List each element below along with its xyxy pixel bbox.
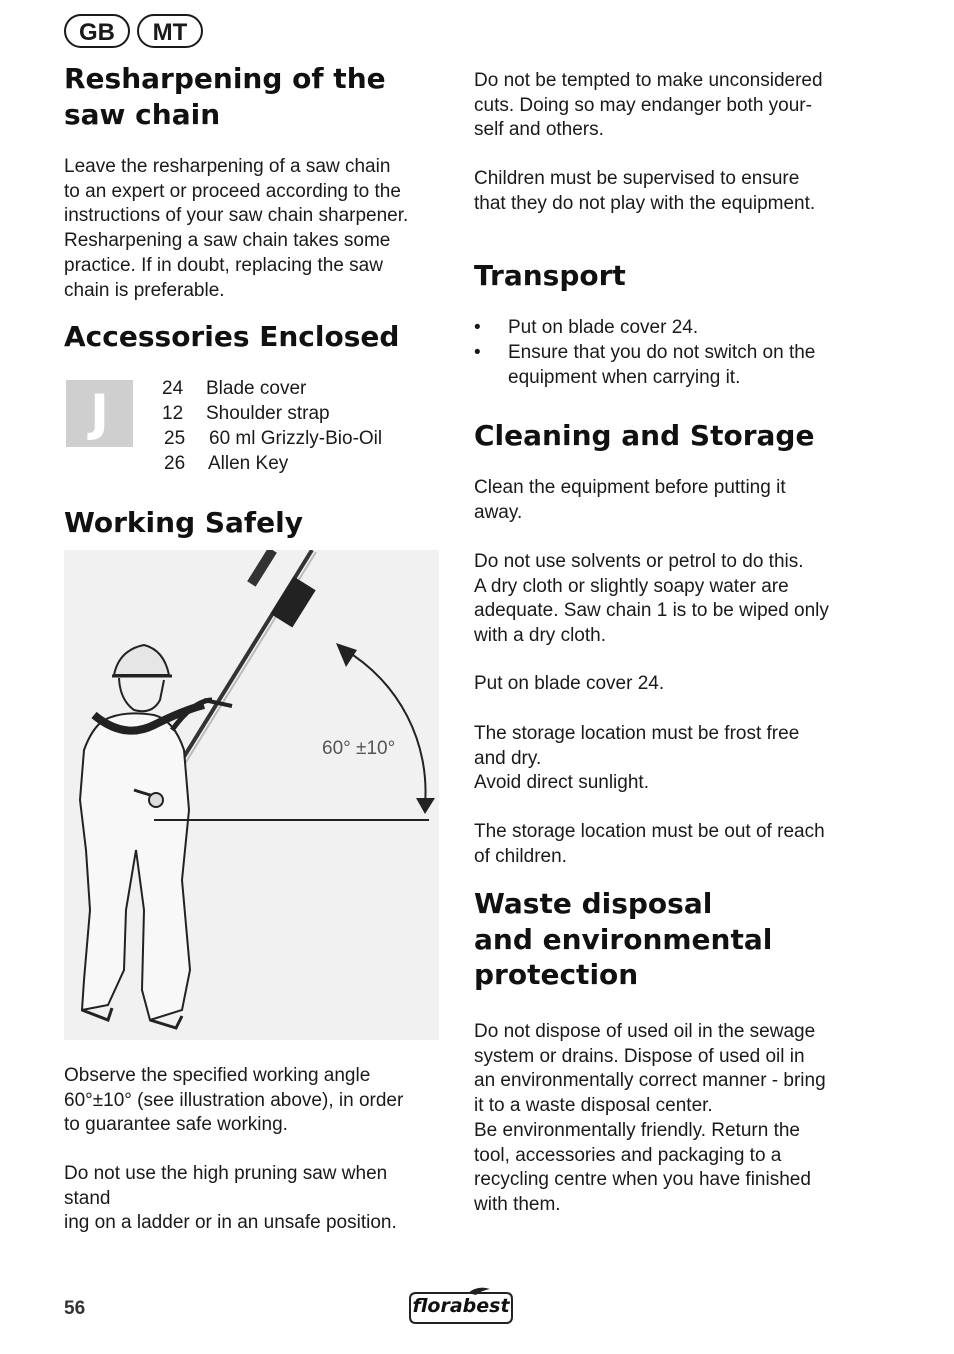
accessory-item — [162, 403, 330, 425]
accessory-item — [162, 378, 307, 400]
text-line: system or drains. Dispose of used oil in — [474, 1045, 805, 1067]
text-line: away. — [474, 501, 523, 523]
waste-title — [474, 886, 772, 993]
accessory-item — [164, 453, 289, 475]
text-line: A dry cloth or slightly soapy water are — [474, 575, 789, 597]
cleaning-paragraph-4 — [474, 722, 799, 796]
text-line: adequate. Saw chain 1 is to be wiped only — [474, 600, 829, 622]
text-line: that they do not play with the equipment. — [474, 192, 816, 214]
title-line: protection — [474, 958, 639, 991]
accessory-label: Shoulder strap — [206, 403, 330, 424]
text-line: tool, accessories and packaging to a — [474, 1144, 782, 1166]
text-line: an environmentally correct manner - bring — [474, 1070, 826, 1092]
figure-badge — [66, 380, 133, 447]
text-line: with them. — [474, 1193, 561, 1215]
accessory-label: 60 ml Grizzly-Bio-Oil — [209, 428, 383, 449]
text-line: of children. — [474, 845, 567, 867]
cleaning-paragraph-3 — [474, 672, 664, 697]
text-line: to guarantee safe working. — [64, 1114, 288, 1136]
cleaning-paragraph-1 — [474, 476, 786, 525]
text-line: self and others. — [474, 119, 604, 141]
unconsidered-cuts-paragraph — [474, 69, 823, 143]
title-line: Resharpening of the — [64, 62, 386, 95]
resharpen-title — [64, 61, 386, 133]
cleaning-paragraph-2 — [474, 550, 829, 649]
text-line: to an expert or proceed according to the — [64, 180, 401, 202]
waste-paragraph — [474, 1020, 826, 1218]
transport-title: Transport — [474, 259, 626, 292]
cleaning-paragraph-5 — [474, 820, 825, 869]
title-line: and environmental — [474, 922, 773, 956]
text-line: Do not use the high pruning saw when — [64, 1163, 388, 1184]
text-line: with a dry cloth. — [474, 625, 606, 647]
text-line: stand — [64, 1187, 111, 1209]
accessory-label: Allen Key — [208, 453, 289, 474]
logo-text: florabest — [412, 1295, 510, 1317]
figure-badge-letter: J — [90, 384, 109, 442]
text-line: Be environmentally friendly. Return the — [474, 1119, 800, 1141]
text-line: The storage location must be out of reach — [474, 821, 825, 842]
text-line: practice. If in doubt, replacing the saw — [64, 254, 383, 276]
text-line: Put on blade cover 24. — [508, 317, 699, 338]
resharpen-paragraph — [64, 155, 408, 303]
text-line: Put on blade cover 24. — [474, 673, 665, 694]
text-line: Clean the equipment before putting it — [474, 477, 786, 498]
text-line: instructions of your saw chain sharpener. — [64, 205, 409, 227]
angle-label: 60° ±10° — [322, 738, 396, 759]
text-line: 60°±10° (see illustration above), in order — [64, 1089, 404, 1111]
text-line: Leave the resharpening of a saw chain — [64, 156, 391, 177]
children-supervision-paragraph — [474, 167, 815, 216]
text-line: Do not use solvents or petrol to do this. — [474, 551, 804, 572]
bullet-marker: • — [474, 342, 481, 363]
text-line: Observe the specified working angle — [64, 1065, 371, 1086]
ladder-warning-paragraph — [64, 1162, 397, 1236]
working-angle-paragraph — [64, 1064, 403, 1138]
text-line: Do not dispose of used oil in the sewage — [474, 1021, 816, 1042]
bullet-marker: • — [474, 317, 481, 338]
text-line: and dry. — [474, 747, 542, 769]
text-line: Children must be supervised to ensure — [474, 168, 800, 189]
title-line: saw chain — [64, 98, 221, 131]
transport-bullet-1 — [508, 316, 698, 341]
accessory-item — [164, 428, 383, 450]
text-line: Do not be tempted to make unconsidered — [474, 70, 823, 91]
page-number: 56 — [64, 1298, 86, 1319]
accessory-number: 12 — [162, 403, 184, 424]
text-line: chain is preferable. — [64, 279, 225, 301]
text-line: The storage location must be frost free — [474, 723, 800, 744]
title-line: Waste disposal — [474, 887, 713, 920]
text-line: cuts. Doing so may endanger both your- — [474, 94, 812, 116]
working-angle-illustration — [64, 550, 439, 1040]
accessory-label: Blade cover — [206, 378, 307, 399]
text-line: Resharpening a saw chain takes some — [64, 230, 391, 252]
florabest-logo — [406, 1287, 516, 1325]
transport-bullet-2 — [508, 341, 815, 390]
lang-code-gb: GB — [64, 14, 130, 48]
lang-code-mt: MT — [137, 14, 203, 48]
text-line: Avoid direct sunlight. — [474, 772, 649, 794]
cleaning-title: Cleaning and Storage — [474, 419, 815, 452]
working-safely-title: Working Safely — [64, 506, 303, 539]
accessories-title: Accessories Enclosed — [64, 320, 400, 353]
text-line: equipment when carrying it. — [508, 366, 741, 388]
text-line: ing on a ladder or in an unsafe position. — [64, 1212, 397, 1234]
text-line: recycling centre when you have finished — [474, 1169, 811, 1191]
accessory-number: 25 — [164, 428, 186, 449]
accessory-number: 26 — [164, 453, 186, 474]
text-line: Ensure that you do not switch on the — [508, 342, 816, 363]
text-line: it to a waste disposal center. — [474, 1095, 713, 1117]
accessory-number: 24 — [162, 378, 184, 399]
